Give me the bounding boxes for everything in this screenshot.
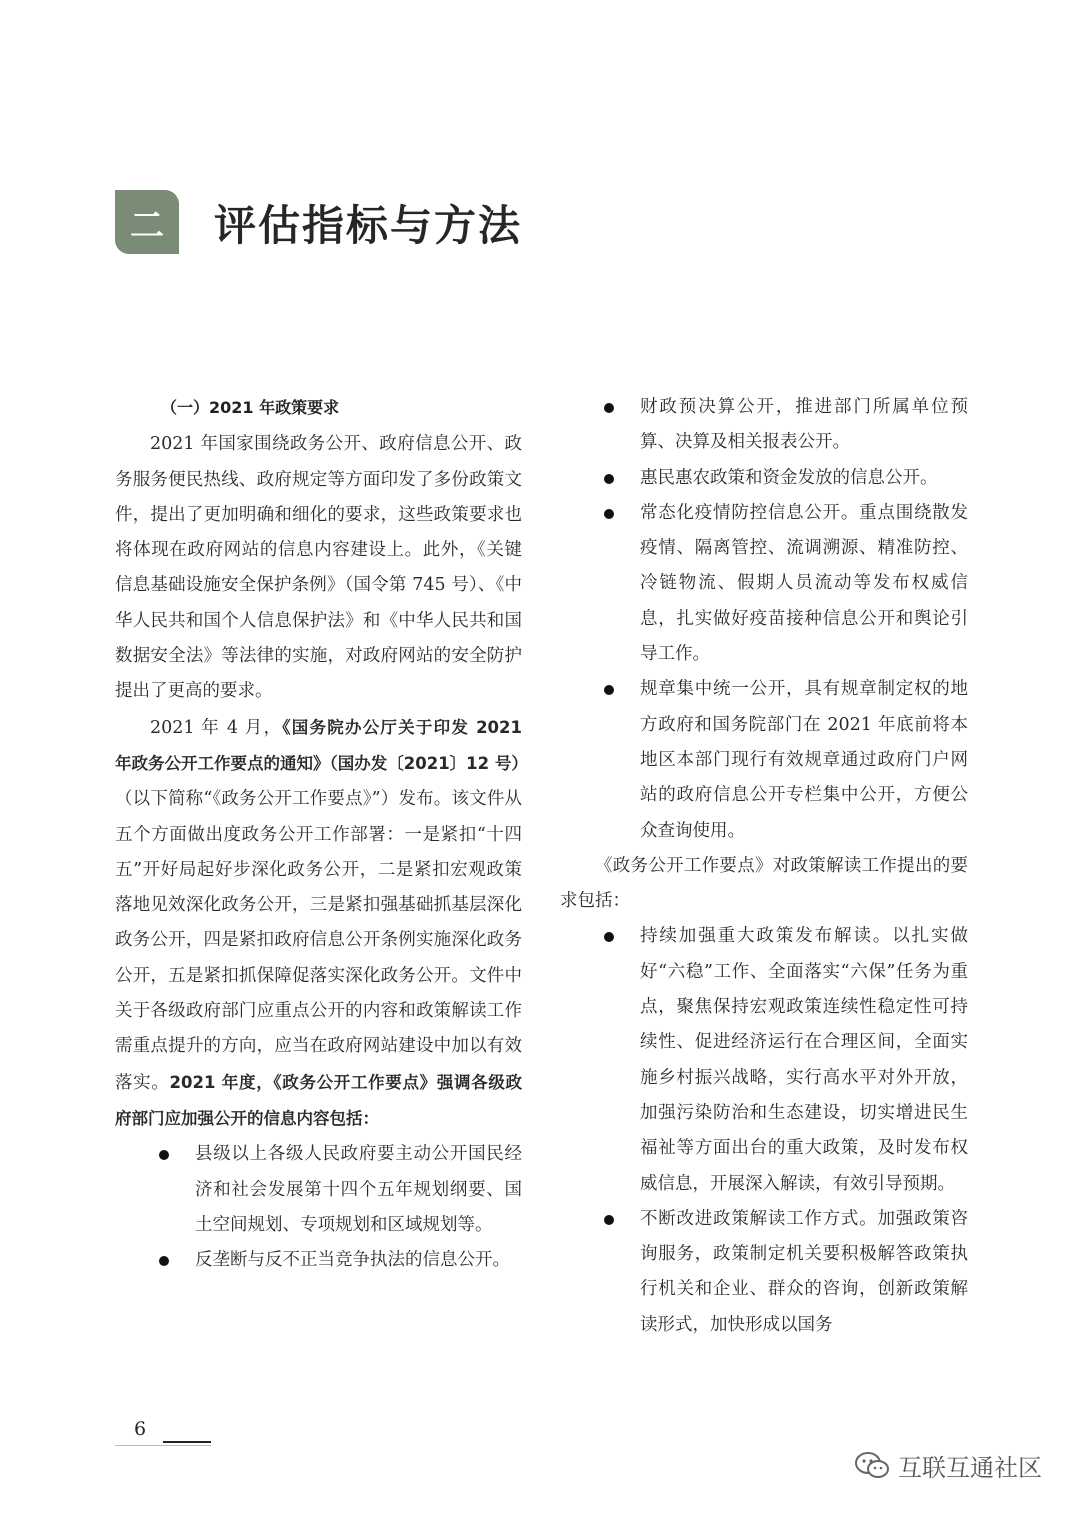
bullet-icon xyxy=(604,474,614,484)
wechat-icon xyxy=(854,1451,890,1481)
list-item-text: 不断改进政策解读工作方式。加强政策咨询服务，政策制定机关要积极解答政策执行机关和企业、群众的咨询，创新政策解读形式，加快形成以国务 xyxy=(640,1208,968,1335)
left-column xyxy=(115,390,528,1278)
list-item xyxy=(560,1202,968,1343)
paragraph-text: 2021 年 4 月， xyxy=(150,717,283,738)
watermark-text: 互联互通社区 xyxy=(898,1454,1042,1482)
notice-title: 《国务院办公厅关于印发 2021 年政务公开工作要点的通知》（国办发〔2021〕12 号） xyxy=(115,717,528,773)
list-item-text: 规章集中统一公开，具有规章制定权的地方政府和国务院部门在 2021 年底前将本地区本部门现行有效规章通过政府门户网站的政府信息公开专栏集中公开，方便公众查询使用。 xyxy=(640,679,968,841)
list-item-text: 县级以上各级人民政府要主动公开国民经济和社会发展第十四个五年规划纲要、国土空间规划、专项规划和区域规划等。 xyxy=(195,1144,522,1235)
footer-divider xyxy=(115,1445,211,1446)
paragraph-text: （以下简称“《政务公开工作要点》”）发布。该文件从五个方面做出度政务公开工作部署：一是紧扣“十四五”开好局起好步深化政务公开，二是紧扣宏观政策落地见效深化政务公开，三是紧扣强基础抓基层深化政务公开，四是紧扣政府信息公开条例实施深化政务公开，五是紧扣抓保障促落实深化政务公开。文件中关于各级政府部门应重点公开的内容和政策解读工作需重点提升的方向，应当在政府网站建设中加以有效落实。 xyxy=(115,789,522,1093)
chapter-title: 评估指标与方法 xyxy=(214,201,523,250)
section-heading: （一）2021 年政策要求 xyxy=(161,398,340,417)
bullet-icon xyxy=(604,403,614,413)
page-number: 6 xyxy=(134,1418,147,1440)
bullet-icon xyxy=(604,1215,614,1225)
watermark xyxy=(854,1448,1042,1483)
list-item xyxy=(560,461,968,496)
list-item-text: 惠民惠农政策和资金发放的信息公开。 xyxy=(640,467,938,488)
right-column xyxy=(560,390,968,1343)
bullet-list xyxy=(560,390,968,849)
list-item-text: 反垄断与反不正当竞争执法的信息公开。 xyxy=(195,1250,510,1271)
list-item-text: 持续加强重大政策发布解读。以扎实做好“六稳”工作、全面落实“六保”任务为重点，聚焦保持宏观政策连续性稳定性可持续性、促进经济运行在合理区间，全面实施乡村振兴战略，实行高水平对外开放，加强污染防治和生态建设，切实增进民生福祉等方面出台的重大政策，及时发布权威信息，开展深入解读，有效引导预期。 xyxy=(640,926,968,1194)
list-item xyxy=(560,919,968,1201)
bullet-icon xyxy=(159,1256,169,1266)
list-item xyxy=(560,672,968,848)
paragraph: 《政务公开工作要点》对政策解读工作提出的要求包括： xyxy=(560,855,968,912)
list-item xyxy=(115,1243,522,1278)
list-item-text: 常态化疫情防控信息公开。重点围绕散发疫情、隔离管控、流调溯源、精准防控、冷链物流、假期人员流动等发布权威信息，扎实做好疫苗接种信息公开和舆论引导工作。 xyxy=(640,502,968,665)
list-item xyxy=(560,390,968,461)
paragraph: 2021 年国家围绕政务公开、政府信息公开、政务服务便民热线、政府规定等方面印发了多份政策文件，提出了更加明确和细化的要求，这些政策要求也将体现在政府网站的信息内容建设上。此外，《关键信息基础设施安全保护条例》（国令第 745 号）、《中华人民共和国个人信息保护法》和《中华人民共和国数据安全法》等法律的实施，对政府网站的安全防护提出了更高的要求。 xyxy=(115,434,522,702)
page-number-rule xyxy=(163,1441,211,1443)
list-item-text: 财政预决算公开，推进部门所属单位预算、决算及相关报表公开。 xyxy=(640,397,968,453)
chapter-number-badge: 二 xyxy=(115,190,179,254)
bullet-list xyxy=(115,1137,522,1278)
bold-text: 2021 年度，《政务公开工作要点》强调各级政府部门应加强公开的信息内容包括： xyxy=(115,1072,522,1128)
bullet-icon xyxy=(604,509,614,519)
bullet-icon xyxy=(604,932,614,942)
paragraph xyxy=(115,710,528,1138)
bullet-list xyxy=(560,919,968,1343)
list-item xyxy=(115,1137,522,1243)
bullet-icon xyxy=(604,685,614,695)
bullet-icon xyxy=(159,1150,169,1160)
list-item xyxy=(560,496,968,672)
